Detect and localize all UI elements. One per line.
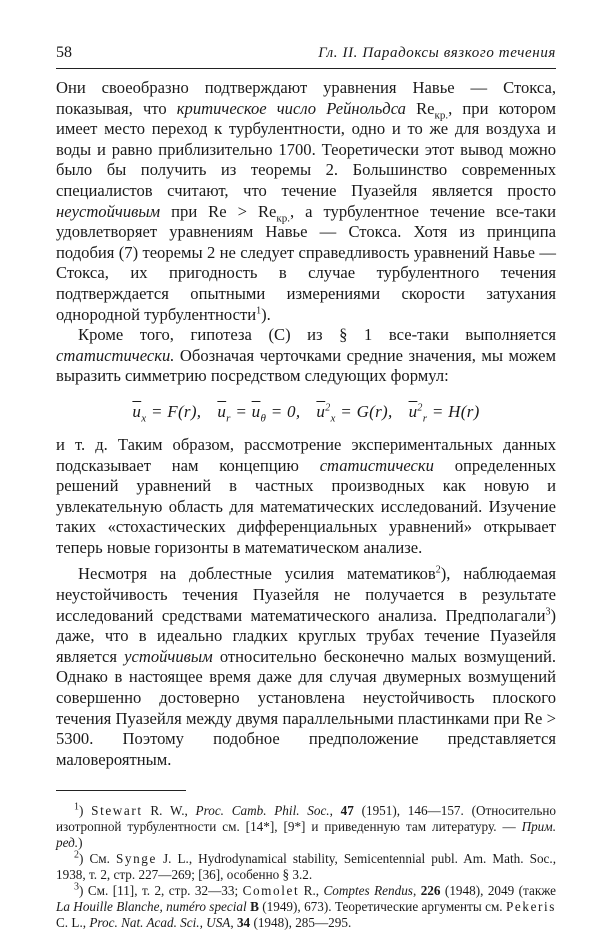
text-span: , <box>329 803 341 819</box>
author-name: Stewart <box>91 803 143 819</box>
footnote-ref: 3 <box>545 606 551 618</box>
text-span: и т. д. Таким образом, рассмотрение экспериментальных данных подсказывает нам концепцию <box>56 434 556 475</box>
paragraph-3 <box>56 435 556 559</box>
paragraph-1 <box>56 78 556 325</box>
text-span: , при котором имеет место переход к турбулентности, одно и то же для воздуха и воды и равно приблизительно 1700. Теоретически этот вывод можно было бы получить из теоремы 2. Большинство современных специалистов считают, что течение Пуазейля является просто <box>56 98 556 200</box>
text-span: определенных решений уравнений в частных производных как новую и увлекательную область для математических исследований. Изучение таких «стохастических дифференциальных уравнений» открывает теперь новые горизонты в математическом анализе. <box>56 455 556 557</box>
text-span: C. L., <box>56 915 90 931</box>
text-span: R., <box>299 883 324 899</box>
footnote-divider <box>56 790 186 791</box>
author-name: Pekeris <box>505 899 557 915</box>
footnote-mark: 3 <box>74 882 79 894</box>
italic-term: статистически. <box>56 345 175 365</box>
running-title: Гл. II. Парадоксы вязкого течения <box>318 45 556 61</box>
footnotes <box>56 803 556 931</box>
text-span: ) даже, что в идеально гладких круглых трубах течение Пуазейля является <box>56 605 556 666</box>
text-span: J. L., Hydrodynamical stability, Semicentennial publ. Am. Math. Soc., 1938, т. 2, стр. 227—269; [36], особенно § 3.2. <box>56 851 556 883</box>
footnote-mark: 2 <box>74 850 79 862</box>
formula-symbol: $\overline{u}$ <box>251 401 261 421</box>
italic-term: статистически <box>319 455 434 475</box>
text-span: ). <box>261 304 271 324</box>
footnote-mark: 1 <box>74 802 79 814</box>
text-span: , <box>412 883 421 899</box>
journal-title: La Houille Blanche, numéro special <box>56 899 247 915</box>
text-span: Обозначая черточками средние значения, мы можем выразить симметрию посредством следующих формул: <box>56 345 556 386</box>
text-span: при Re > Re <box>160 201 277 221</box>
text-span: ) См. [11], т. 2, стр. 32—33; <box>79 883 243 899</box>
formula-subscript: x <box>141 412 147 425</box>
formula-symbol: $\overline{u}$ <box>217 401 227 421</box>
formula-superscript: 2 <box>325 402 331 414</box>
footnote-3 <box>56 883 556 931</box>
footnote-1 <box>56 803 556 851</box>
formula-subscript: r <box>422 412 428 425</box>
italic-term: устойчивым <box>124 646 213 666</box>
subscript: кр. <box>434 108 449 121</box>
page-header <box>56 44 556 69</box>
formula-symbol: $\overline{u}$ <box>408 401 418 421</box>
text-span: ) См. <box>79 851 116 867</box>
book-page <box>56 44 556 931</box>
text-span: ) <box>79 803 92 819</box>
footnote-ref: 1 <box>256 305 262 316</box>
paragraph-2 <box>56 325 556 387</box>
formula-subscript: θ <box>260 412 267 425</box>
formula-subscript: r <box>226 412 231 425</box>
volume-number: B <box>250 899 259 915</box>
text-span: Re <box>405 98 435 118</box>
text-span: (1948), 2049 (также <box>440 883 557 899</box>
text-span: (1951), 146—157. (Относительно изотропной турбулентности см. [14*], [9*] и приведенную там литературу. — <box>56 803 556 835</box>
author-name: Comolet <box>242 883 300 899</box>
editor-note: Прим. ред. <box>56 819 556 851</box>
journal-title: Proc. Nat. Acad. Sci., USA <box>89 915 231 931</box>
volume-number: 47 <box>340 803 354 819</box>
text-span: R. W., <box>142 803 196 819</box>
text-span: (1949), 673). Теоретические аргументы см. <box>258 899 506 915</box>
journal-title: Proc. Camb. Phil. Soc. <box>195 803 330 819</box>
formula-text: = G(r), <box>335 401 393 421</box>
paragraph-4 <box>56 564 556 770</box>
text-span: Несмотря на доблестные усилия математиков <box>78 564 436 584</box>
text-span: относительно бесконечно малых возмущений. Однако в настоящее время даже для случая двумерных возмущений совершенно достоверно установлена неустойчивость плоского течения Пуазейля между двумя параллельными пластинками при Re > 5300. Поэтому подобное предположение представляется маловероятным. <box>56 646 556 769</box>
text-span: ) <box>78 835 83 851</box>
formula-superscript: 2 <box>417 402 423 414</box>
formula-text: = <box>230 401 252 421</box>
text-span: (1948), 285—295. <box>250 915 352 931</box>
author-name: Synge <box>115 851 157 867</box>
formula-text: = 0, <box>266 401 301 421</box>
footnote-ref: 2 <box>435 564 441 576</box>
subscript: кр. <box>276 211 290 224</box>
text-span: Они своеобразно подтверждают уравнения Навье — Стокса, показывая, что <box>56 78 556 118</box>
formula-block <box>56 401 556 423</box>
text-span: , а турбулентное течение все-таки удовлетворяет уравнениям Навье — Стокса. Хотя из принципа подобия (7) теоремы 2 не следует справедливость уравнений Навье — Стокса, их пригодность в случае турбулентного течения подтверждается опытными измерениями скорости затухания однородной турбулентности <box>56 201 556 324</box>
footnote-2 <box>56 851 556 883</box>
volume-number: 226 <box>420 883 441 899</box>
formula-symbol: $\overline{u}$ <box>132 401 142 421</box>
italic-term: неустойчивым <box>56 201 161 221</box>
formula-subscript: x <box>330 412 336 425</box>
page-number: 58 <box>56 44 72 61</box>
formula-text: = H(r) <box>427 401 480 421</box>
formula-text: = F(r), <box>146 401 202 421</box>
text-span: Кроме того, гипотеза (С) из § 1 все-таки выполняется <box>78 325 556 345</box>
volume-number: 34 <box>236 915 251 931</box>
italic-term: критическое число Рейнольдса <box>176 98 406 118</box>
formula-symbol: $\overline{u}$ <box>316 401 326 421</box>
main-text <box>56 78 556 770</box>
journal-title: Comptes Rendus <box>323 883 413 899</box>
text-span: , <box>230 915 237 931</box>
text-span: ), наблюдаемая неустойчивость течения Пуазейля не получается в результате исследований средствами математического анализа. Предполагали <box>56 564 556 625</box>
